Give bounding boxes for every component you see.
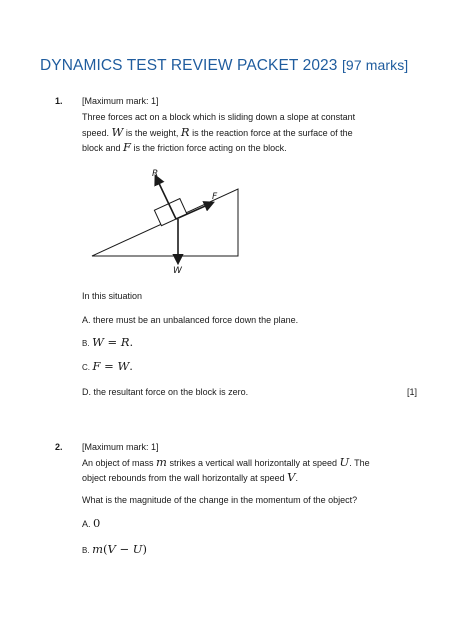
option-letter: B. <box>82 546 90 555</box>
symbol-m: m <box>156 455 167 469</box>
q1-option-D <box>82 384 248 400</box>
q2-max-mark: [Maximum mark: 1] <box>82 442 159 452</box>
label-W: W <box>173 266 182 276</box>
q1-text-3b: is the friction force acting on the block. <box>131 143 287 153</box>
q2-option-B <box>82 541 147 559</box>
math-dot: . <box>129 359 133 373</box>
math-open: ( <box>102 542 108 556</box>
q1-option-C <box>82 358 133 376</box>
math-rhs: W <box>117 359 130 373</box>
math-eq: = <box>103 335 121 349</box>
option-text: the resultant force on the block is zero. <box>93 387 249 397</box>
symbol-R: R <box>180 125 190 139</box>
q1-mark: [1] <box>407 387 418 397</box>
math-lhs: F <box>92 359 101 373</box>
question-2-number: 2. <box>55 442 63 452</box>
q1-text-line-1: Three forces act on a block which is sliding down a slope at constant <box>82 112 356 122</box>
symbol-F: F <box>123 140 132 154</box>
label-F: F <box>212 192 218 202</box>
q1-situation: In this situation <box>82 291 143 301</box>
math-dot: . <box>129 335 134 349</box>
q1-text-2b: is the weight, <box>123 128 181 138</box>
q1-option-A <box>82 312 298 328</box>
q1-text-3a: block and <box>82 143 124 153</box>
q1-max-mark: [Maximum mark: 1] <box>82 96 159 106</box>
q2-text-2b: . <box>295 473 298 483</box>
q2-question: What is the magnitude of the change in the momentum of the object? <box>82 495 358 505</box>
math-eq: = <box>100 359 118 373</box>
total-marks: [97 marks] <box>341 57 409 73</box>
math-V: V <box>107 542 116 556</box>
q2-text-1c: . The <box>349 458 370 468</box>
math-m: m <box>92 542 103 556</box>
math-close: ) <box>142 542 147 556</box>
q1-text-2a: speed. <box>82 128 112 138</box>
q2-text-1a: An object of mass <box>82 458 157 468</box>
label-R: R <box>152 169 159 179</box>
option-letter: A. <box>82 315 91 325</box>
option-letter: B. <box>82 339 90 348</box>
math-U: U <box>132 542 143 556</box>
symbol-W: W <box>111 125 124 139</box>
option-letter: C. <box>82 363 90 372</box>
math-lhs: W <box>92 335 104 349</box>
math-rhs: R <box>120 335 130 349</box>
question-1-number: 1. <box>55 96 63 106</box>
option-text: there must be an unbalanced force down the plane. <box>93 315 299 325</box>
q2-option-A <box>82 515 100 532</box>
q2-text-1b: strikes a vertical wall horizontally at speed <box>166 458 340 468</box>
option-letter: D. <box>82 387 91 397</box>
q1-text-2c: is the reaction force at the surface of the <box>189 128 353 138</box>
q2-text-2a: object rebounds from the wall horizontally at speed <box>82 473 288 483</box>
option-letter: A. <box>82 519 91 529</box>
q2-text-line-2 <box>82 469 298 486</box>
symbol-U: U <box>339 455 350 469</box>
math-value: 0 <box>93 516 101 530</box>
block-on-slope <box>154 199 187 226</box>
math-minus: − <box>115 542 133 556</box>
title-text: DYNAMICS TEST REVIEW PACKET 2023 <box>40 57 338 74</box>
q1-option-B <box>82 334 133 352</box>
symbol-V: V <box>287 470 296 484</box>
